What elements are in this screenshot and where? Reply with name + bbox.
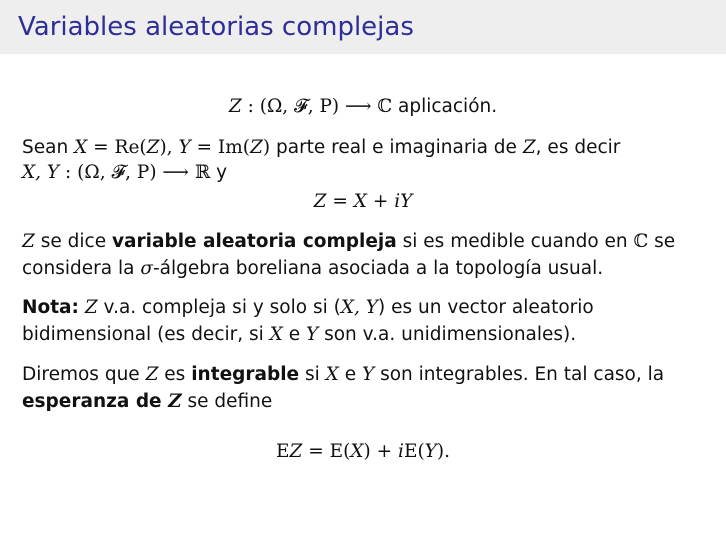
slide-title: Variables aleatorias complejas — [18, 12, 414, 42]
math-var: Z — [146, 137, 160, 158]
text: es — [158, 364, 192, 385]
text: se dice — [34, 231, 112, 252]
formula-z-equals — [0, 190, 726, 214]
math-var: X, Y — [340, 297, 378, 318]
bold-term: esperanza de — [22, 391, 169, 412]
math-var: X — [74, 137, 88, 158]
math-op: = — [326, 191, 354, 212]
math-var: X — [325, 364, 339, 385]
text: y — [216, 162, 228, 183]
math-symbol: ℂ — [633, 231, 649, 252]
text: Sean — [22, 137, 75, 158]
math-var: i — [398, 441, 404, 462]
nota-line-1 — [22, 296, 594, 320]
text: se — [648, 231, 676, 252]
math-var: Z — [84, 297, 98, 318]
math-var: X, Y — [22, 162, 60, 183]
bold-term: variable aleatoria compleja — [111, 231, 397, 252]
text: si — [299, 364, 326, 385]
definition-word: aplicación. — [398, 96, 498, 117]
math-op: = E( — [302, 441, 351, 462]
math-op: ) + — [363, 441, 399, 462]
math-op: = Re( — [87, 137, 147, 158]
math-var: iY — [394, 191, 413, 212]
paragraph-1-line-2 — [22, 161, 227, 185]
math-op: ) — [262, 137, 276, 158]
math-var: Z — [145, 364, 159, 385]
math-map: : (Ω, 𝓕, P) ⟶ ℂ — [241, 96, 399, 117]
math-var: Y — [361, 364, 375, 385]
text: se define — [181, 391, 273, 412]
paragraph-2-line-2 — [22, 257, 603, 281]
math-op: = Im( — [190, 137, 251, 158]
math-var: Z — [289, 441, 303, 462]
nota-line-2 — [22, 323, 576, 347]
math-var: Y — [178, 137, 191, 158]
text: si es medible cuando en — [396, 231, 634, 252]
math-var: Y — [305, 324, 319, 345]
paragraph-3-line-2 — [22, 390, 272, 414]
math-op: + — [366, 191, 395, 212]
math-var: X — [353, 191, 367, 212]
text: considera la — [22, 258, 141, 279]
text: son integrables. En tal caso, la — [374, 364, 665, 385]
math-op: ). — [436, 441, 450, 462]
text: son v.a. unidimensionales). — [318, 324, 577, 345]
math-var: Z — [250, 137, 263, 158]
paragraph-2-line-1 — [22, 230, 675, 254]
text: bidimensional (es decir, si — [22, 324, 270, 345]
formula-expectation — [0, 440, 726, 464]
math-op: E — [276, 441, 290, 462]
text: ) es un vector aleatorio — [378, 297, 594, 318]
math-var: Z — [168, 391, 182, 412]
text: e — [338, 364, 362, 385]
math-map: : (Ω, 𝓕, P) ⟶ ℝ — [59, 162, 217, 183]
text: v.a. compleja si y solo si ( — [97, 297, 341, 318]
definition-line — [0, 95, 726, 119]
math-var: X — [269, 324, 283, 345]
text: parte real e imaginaria de — [275, 137, 523, 158]
math-var: Z — [522, 137, 536, 158]
math-var: Y — [424, 441, 437, 462]
bold-term: integrable — [191, 364, 300, 385]
text: Diremos que — [22, 364, 146, 385]
math-var: Z — [228, 96, 242, 117]
paragraph-1-line-1 — [22, 136, 620, 160]
math-var: X — [350, 441, 364, 462]
text: -álgebra boreliana asociada a la topología usual. — [152, 258, 604, 279]
nota-label: Nota: — [22, 297, 79, 318]
paragraph-3-line-1 — [22, 363, 664, 387]
math-var: Z — [313, 191, 327, 212]
math-op: E( — [403, 441, 425, 462]
text: , es decir — [535, 137, 621, 158]
math-var: σ — [140, 258, 153, 279]
math-op: ), — [159, 137, 179, 158]
math-var: Z — [22, 231, 35, 252]
title-bar — [0, 0, 726, 54]
text: e — [282, 324, 306, 345]
